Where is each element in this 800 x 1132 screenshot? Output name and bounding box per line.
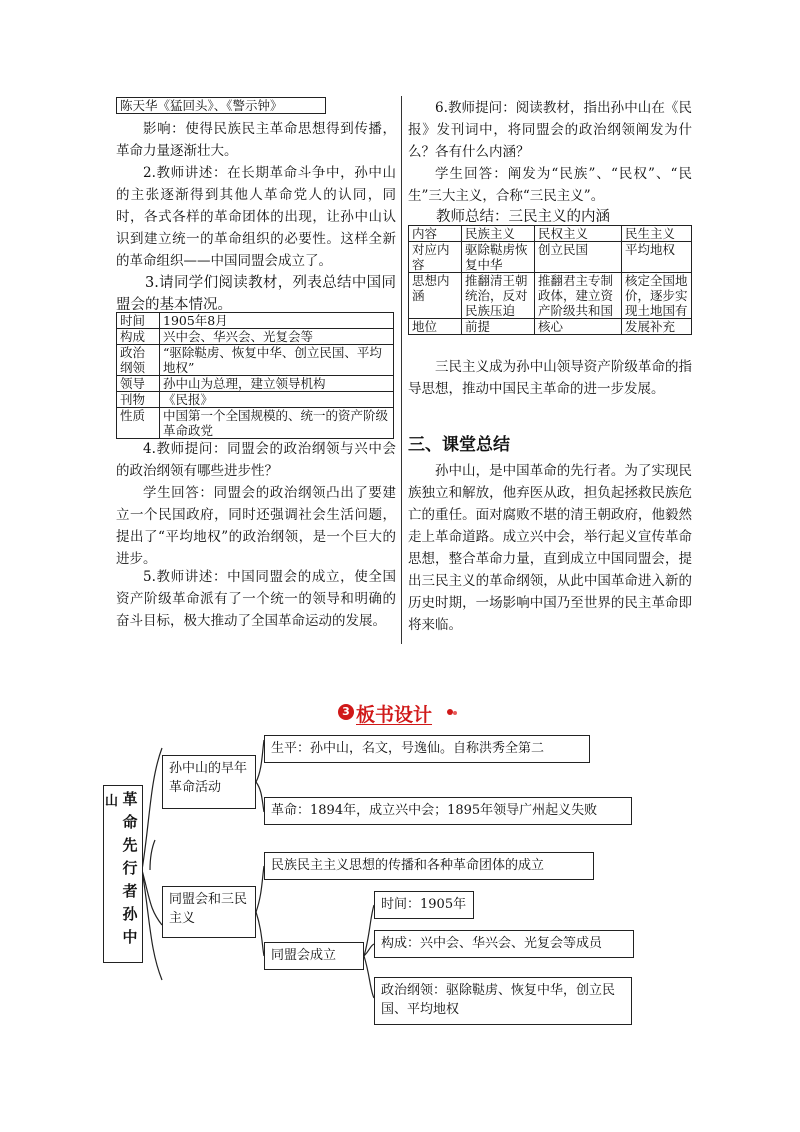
table-key: 政治纲领: [117, 345, 160, 376]
influence-paragraph: 影响：使得民族民主革命思想得到传播，革命力量逐渐壮大。: [116, 121, 396, 159]
branch-revolution: 革命：1894年，成立兴中会；1895年领导广州起义失败: [264, 797, 632, 825]
table-cell: 平均地权: [622, 242, 692, 273]
table-value: 1905年8月: [160, 313, 394, 329]
paragraph-7: 三民主义成为孙中山领导资产阶级革命的指导思想，推动中国民主革命的进一步发展。: [408, 359, 692, 397]
table-key: 领导: [117, 376, 160, 392]
table-cell: 对应内容: [409, 242, 462, 273]
summary-paragraph: 孙中山，是中国革命的先行者。为了实现民族独立和解放，他弃医从政，担负起拯救民族危亡的重任。面对腐败不堪的清王朝政府，他毅然走上革命道路。成立兴中会，举行起义宣传革命思想，整合革命力量，直到成立中国同盟会，提出三民主义的革命纲领，从此中国革命进入新的历史时期，一场影响中国乃至世界的民主革命即将来临。: [408, 463, 692, 633]
table-cell: 思想内涵: [409, 273, 462, 319]
leaf-program: 政治纲领：驱除鞑虏、恢复中华，创立民国、平均地权: [374, 977, 632, 1025]
table-cell: 创立民国: [535, 242, 622, 273]
branch-biography: 生平：孙中山，名文，号逸仙。自称洪秀全第二: [264, 735, 590, 763]
paragraph-4: 4.教师提问：同盟会的政治纲领与兴中会的政治纲领有哪些进步性？: [116, 441, 396, 479]
table-header: 民权主义: [535, 226, 622, 242]
table-cell: 前提: [462, 319, 535, 335]
mindmap-root: [103, 785, 143, 963]
root-char: 山: [105, 794, 119, 809]
branch-early-revolution: 孙中山的早年革命活动: [162, 755, 256, 809]
table-value: “驱除鞑虏、恢复中华、创立民国、平均地权”: [160, 345, 394, 376]
table-key: 性质: [117, 408, 160, 439]
paragraph-6-answer: 学生回答：阐发为“民族”、“民权”、“民生”三大主义，合称“三民主义”。: [408, 166, 692, 204]
branch-founding: 同盟会成立: [264, 942, 364, 970]
leaf-composition: 构成：兴中会、华兴会、光复会等成员: [374, 930, 634, 958]
root-char: 者: [122, 882, 138, 900]
section-heading: 三、课堂总结: [408, 435, 510, 455]
branch-thought-spread: 民族民主主义思想的传播和各种革命团体的成立: [264, 852, 594, 880]
summary-table-title: 教师总结：三民主义的内涵: [436, 209, 610, 225]
table-value: 中国第一个全国规模的、统一的资产阶级革命政党: [160, 408, 394, 439]
branch-tongmenghui: 同盟会和三民主义: [162, 886, 256, 938]
table-value: 《民报》: [160, 392, 394, 408]
table-cell: 发展补充: [622, 319, 692, 335]
writers-cell: 陈天华《猛回头》、《警示钟》: [117, 98, 326, 114]
table-header: 民族主义: [462, 226, 535, 242]
table-cell: 推翻君主专制政体，建立资产阶级共和国: [535, 273, 622, 319]
table-value: 兴中会、华兴会、光复会等: [160, 329, 394, 345]
root-char: 命: [122, 813, 138, 831]
root-char: 先: [122, 836, 138, 854]
paragraph-3: 3.请同学们阅读教材，列表总结中国同盟会的基本情况。: [116, 275, 396, 313]
paragraph-6: 6.教师提问：阅读教材，指出孙中山在《民报》发刊词中，将同盟会的政治纲领阐发为什么？各有什么内涵？: [408, 100, 692, 160]
table-value: 孙中山为总理，建立领导机构: [160, 376, 394, 392]
table-key: 构成: [117, 329, 160, 345]
root-char: 中: [122, 928, 138, 946]
root-char: 孙: [122, 905, 138, 923]
paragraph-5: 5.教师讲述：中国同盟会的成立，使全国资产阶级革命派有了一个统一的领导和明确的奋斗目标，极大推动了全国革命运动的发展。: [116, 569, 396, 629]
table-cell: 推翻清王朝统治，反对民族压迫: [462, 273, 535, 319]
table-header: 民生主义: [622, 226, 692, 242]
table-cell: 地位: [409, 319, 462, 335]
table-header: 内容: [409, 226, 462, 242]
paragraph-2: 2.教师讲述：在长期革命斗争中，孙中山的主张逐渐得到其他人革命党人的认同，同时，各式各样的革命团体的出现，让孙中山认识到建立统一的革命组织的必要性。这样全新的革命组织——中国同盟会成立了。: [116, 165, 396, 269]
root-char: 革: [122, 790, 138, 808]
board-design-title: 板书设计: [356, 704, 433, 726]
root-char: 行: [122, 859, 138, 877]
section-number-badge: 3: [338, 704, 354, 720]
leaf-time: 时间：1905年: [374, 891, 474, 919]
table-key: 刊物: [117, 392, 160, 408]
table-cell: 核定全国地价，逐步实现土地国有: [622, 273, 692, 319]
paragraph-4-answer: 学生回答：同盟会的政治纲领凸出了要建立一个民国政府，同时还强调社会生活问题，提出了“平均地权”的政治纲领，是一个巨大的进步。: [116, 485, 396, 567]
table-key: 时间: [117, 313, 160, 329]
table-cell: 驱除鞑虏恢复中华: [462, 242, 535, 273]
table-cell: 核心: [535, 319, 622, 335]
